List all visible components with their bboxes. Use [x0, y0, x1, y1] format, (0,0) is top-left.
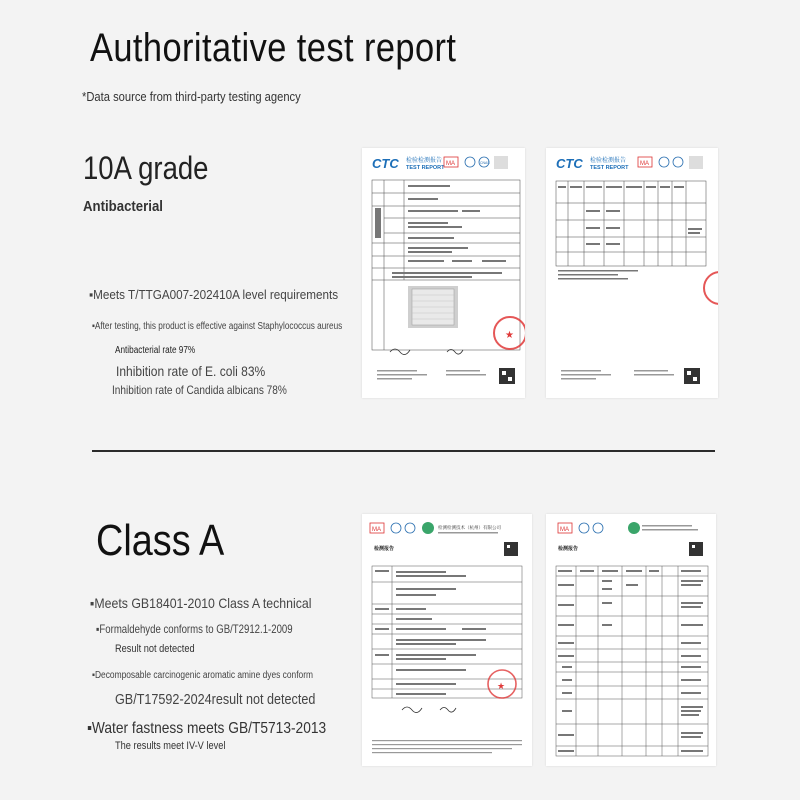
bullet-icon: ▪ [89, 287, 94, 302]
ma-badge: MA [446, 161, 455, 167]
formaldehyde-result: Result not detected [115, 643, 195, 655]
svg-text:CTC: CTC [556, 156, 583, 171]
svg-text:★: ★ [505, 330, 514, 341]
svg-text:TEST REPORT: TEST REPORT [590, 165, 629, 171]
class-a-test-report-page-2 [546, 514, 716, 766]
antibacterial-test-report-page-2 [546, 148, 718, 398]
report-title-cn: 检验检测报告 [406, 157, 443, 164]
water-fastness-item: ▪Water fastness meets GB/T5713-2013 [87, 720, 327, 737]
bullet-icon: ▪ [87, 720, 92, 737]
section-divider [92, 450, 715, 452]
antibacterial-test-report-page-1 [362, 148, 525, 398]
bullet-icon: ▪ [90, 595, 95, 611]
svg-text:MA: MA [560, 527, 569, 533]
svg-text:★: ★ [497, 681, 506, 691]
amine-result: GB/T17592-2024result not detected [115, 691, 316, 708]
amine-dyes-item: ▪Decomposable carcinogenic aromatic amine dyes conform [92, 670, 314, 681]
svg-text:检测报告: 检测报告 [558, 546, 579, 552]
data-source-note: *Data source from third-party testing agency [82, 89, 301, 104]
candida-rate: Inhibition rate of Candida albicans 78% [112, 383, 287, 397]
formaldehyde-item: ▪Formaldehyde conforms to GB/T2912.1-2009 [96, 622, 293, 636]
class-a-test-report-page-1 [362, 514, 532, 766]
svg-text:MA: MA [372, 527, 381, 533]
gb18401-item: ▪Meets GB18401-2010 Class A technical [90, 595, 312, 611]
ctc-logo: CTC [372, 156, 399, 171]
grade-10a-heading: 10A grade [83, 150, 209, 186]
report-label: 检测报告 [374, 546, 395, 552]
lab-name: 检测检测技术（杭州）有限公司 [438, 526, 501, 531]
cnas-badge: CNAS [480, 161, 490, 165]
svg-text:检验检测报告: 检验检测报告 [590, 157, 627, 164]
bullet-icon: ▪ [92, 321, 95, 332]
staph-note: ▪After testing, this product is effective against Staphylococcus aureus [92, 321, 343, 332]
report-title-en: TEST REPORT [406, 165, 445, 171]
ecoli-rate: Inhibition rate of E. coli 83% [116, 363, 266, 379]
antibacterial-label: Antibacterial [83, 198, 163, 215]
antibacterial-rate: Antibacterial rate 97% [115, 345, 196, 356]
svg-text:MA: MA [640, 161, 649, 167]
bullet-icon: ▪ [96, 622, 100, 636]
page-title: Authoritative test report [90, 26, 457, 70]
requirement-item: ▪Meets T/TTGA007-202410A level requirements [89, 287, 339, 302]
class-a-heading: Class A [96, 516, 225, 565]
water-fastness-result: The results meet IV-V level [115, 740, 226, 752]
bullet-icon: ▪ [92, 670, 95, 681]
